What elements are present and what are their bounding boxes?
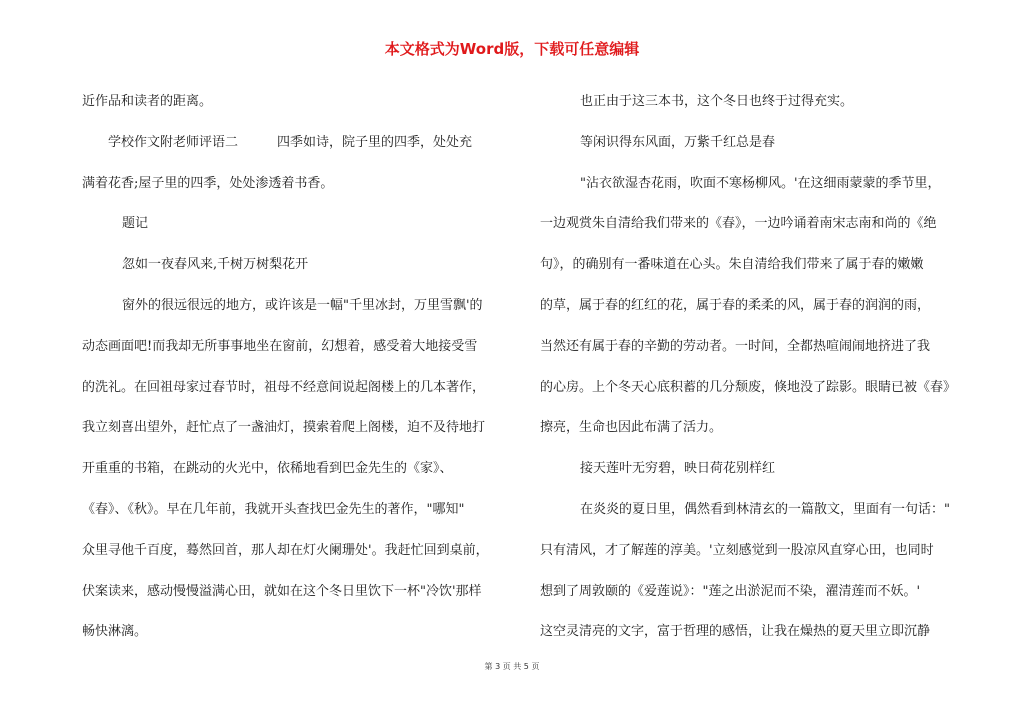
text-line: 满着花香;屋子里的四季，处处渗透着书香。: [82, 175, 334, 191]
left-text-column: [82, 82, 514, 653]
text-line: 擦亮，生命也因此布满了活力。: [540, 420, 723, 436]
text-line: 众里寻他千百度，蓦然回首，那人却在灯火阑珊处'。我赶忙回到桌前，: [82, 542, 489, 558]
text-line: 窗外的很远很远的地方，或许该是一幅"千里冰封，万里雪飘'的: [122, 297, 483, 313]
text-line: 当然还有属于春的辛勤的劳动者。一时间，全都热喧闹闹地挤进了我: [540, 338, 931, 354]
text-line: 等闲识得东风面，万紫千红总是春: [580, 134, 776, 150]
text-line: 忽如一夜春风来,千树万树梨花开: [122, 257, 309, 273]
text-line: 伏案读来，感动慢慢溢满心田，就如在这个冬日里饮下一杯"冷饮'那样: [82, 583, 482, 599]
text-line: 一边观赏朱自清给我们带来的《春》，一边吟诵着南宋志南和尚的《绝: [540, 216, 937, 232]
text-line: 开重重的书箱，在跳动的火光中，依稀地看到巴金先生的《家》、: [82, 461, 453, 477]
text-line: "沾衣欲湿杏花雨，吹面不寒杨柳风。'在这细雨蒙蒙的季节里，: [580, 175, 941, 191]
text-line: 这空灵清亮的文字，富于哲理的感悟，让我在燥热的夏天里立即沉静: [540, 624, 931, 640]
text-line: 只有清风，才了解莲的淳美。'立刻感觉到一股凉风直穿心田，也同时: [540, 542, 934, 558]
text-line: 畅快淋漓。: [82, 624, 148, 640]
text-line: 的心房。上个冬天心底积蓄的几分颓废，倏地没了踪影。眼睛已被《春》: [540, 379, 957, 395]
page-number-footer: 第 3 页 共 5 页: [484, 662, 540, 671]
text-line: 的草，属于春的红红的花，属于春的柔柔的风，属于春的润润的雨，: [540, 297, 931, 313]
text-line: 《春》、《秋》。早在几年前，我就开头查找巴金先生的著作，"哪知": [82, 501, 465, 517]
text-line: 想到了周敦颐的《爱莲说》："莲之出淤泥而不染，濯清莲而不妖。': [540, 583, 921, 599]
document-header-title: 本文格式为Word版，下载可任意编辑: [384, 40, 640, 58]
text-line: 题记: [122, 216, 149, 232]
text-line: 接天莲叶无穷碧，映日荷花别样红: [580, 461, 776, 477]
right-text-column: [540, 82, 972, 653]
text-line: 在炎炎的夏日里，偶然看到林清玄的一篇散文，里面有一句话：": [580, 501, 950, 517]
text-line: 也正由于这三本书，这个冬日也终于过得充实。: [580, 94, 854, 109]
text-line: 句》，的确别有一番味道在心头。朱自清给我们带来了属于春的嫩嫩: [540, 257, 924, 273]
text-line: 学校作文附老师评语二 四季如诗，院子里的四季，处处充: [108, 134, 473, 150]
text-line: 的洗礼。在回祖母家过春节时，祖母不经意间说起阁楼上的几本著作，: [82, 379, 486, 395]
text-line: 我立刻喜出望外，赶忙点了一盏油灯，摸索着爬上阁楼，迫不及待地打: [82, 420, 486, 436]
text-line: 动态画面吧!而我却无所事事地坐在窗前，幻想着，感受着大地接受雪: [82, 338, 478, 354]
text-line: 近作品和读者的距离。: [82, 94, 213, 109]
